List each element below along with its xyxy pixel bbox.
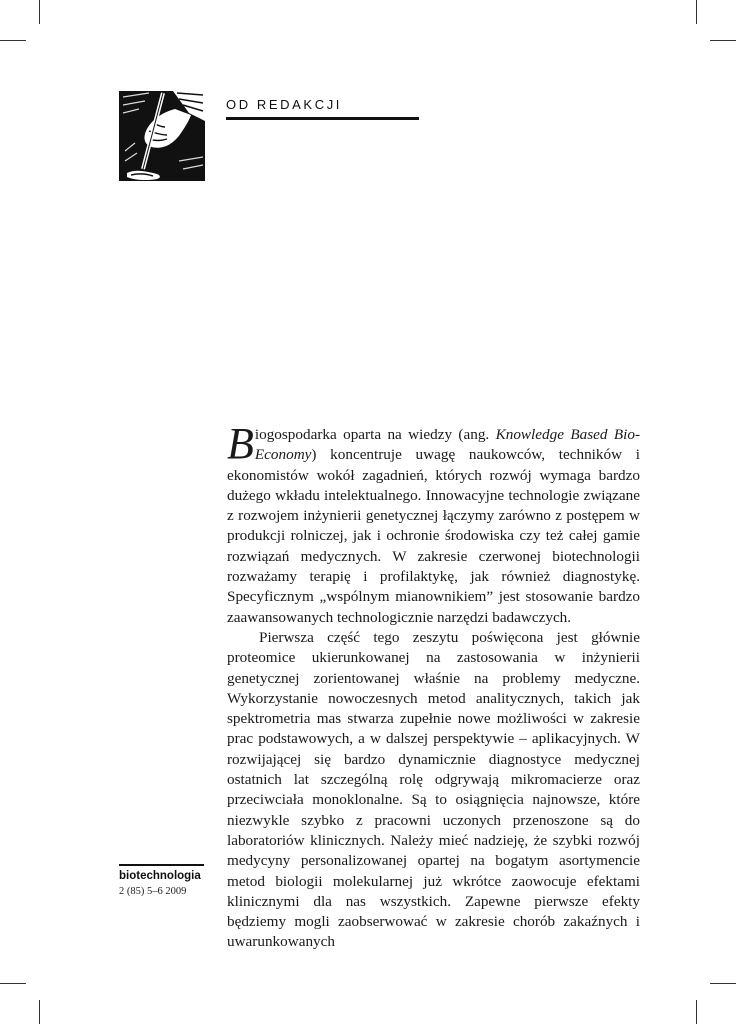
section-title: OD REDAKCJI	[226, 97, 343, 112]
italic-term: Knowledge Based Bio-Economy	[254, 426, 640, 464]
hand-writing-with-pen-icon	[119, 91, 205, 181]
article-paragraph	[227, 419, 640, 628]
journal-divider	[119, 864, 204, 866]
article-paragraph: Pierwsza część tego zeszytu poświęcona jest głównie proteomice ukierunkowanej na zastosowania w inżynierii genetycznej zorientowanej właśnie na problemy medyczne. Wykorzystanie nowoczesnych metod analitycznych, takich jak spektrometria mas stwarza zupełnie nowe możliwości w zakresie prac podstawowych, a w dalszej perspektywie – aplikacyjnych. W rozwijającej się bardzo dynamicznie diagnostyce medycznej ostatnich lat szczególną rolę odgrywają mikromacierze oraz przeciwciała monoklonalne. Są to osiągnięcia najnowsze, które niezwykle szybko z pracowni uczonych przenoszone są do laboratoriów klinicznych. Należy mieć nadzieję, że szybki rozwój medycyny personalizowanej opartej na bogatym asortymencie metod biologii molekularnej już wkrótce zaowocuje efektami klinicznymi dla nas wszystkich. Zapewne pierwsze efekty będziemy mogli zaobserwować w zakresie chorób zakaźnych i uwarunkowanych	[227, 628, 640, 951]
paragraph-lead: iogospodarka oparta na wiedzy (ang.	[254, 426, 496, 443]
crop-mark	[710, 983, 736, 984]
drop-cap: B	[227, 419, 254, 468]
crop-mark	[39, 1000, 40, 1024]
crop-mark	[696, 1000, 697, 1024]
paragraph-text: ) koncentruje uwagę naukowców, techników i ekonomistów wokół zagadnień, których rozwój wymaga bardzo dużego wkładu intelektualnego. Innowacyjne technologie związane z rozwojem inżynierii genetycznej łączymy zarówno z postępem w produkcji rolniczej, jak i ochronie środowiska czy też całej gamie rozwiązań medycznych. W zakresie czerwonej biotechnologii rozważamy terapię i profilaktykę, jak również diagnostykę. Specyficznym „wspólnym mianownikiem” jest stosowanie bardzo zaawansowanych technologicznie narzędzi badawczych.	[227, 446, 640, 626]
crop-mark	[0, 983, 26, 984]
journal-name: biotechnologia	[119, 870, 201, 882]
article-body	[227, 419, 640, 953]
crop-mark	[710, 40, 736, 41]
crop-mark	[39, 0, 40, 24]
journal-issue: 2 (85) 5–6 2009	[119, 886, 187, 897]
crop-mark	[0, 40, 26, 41]
crop-mark	[696, 0, 697, 24]
section-divider	[226, 117, 419, 120]
